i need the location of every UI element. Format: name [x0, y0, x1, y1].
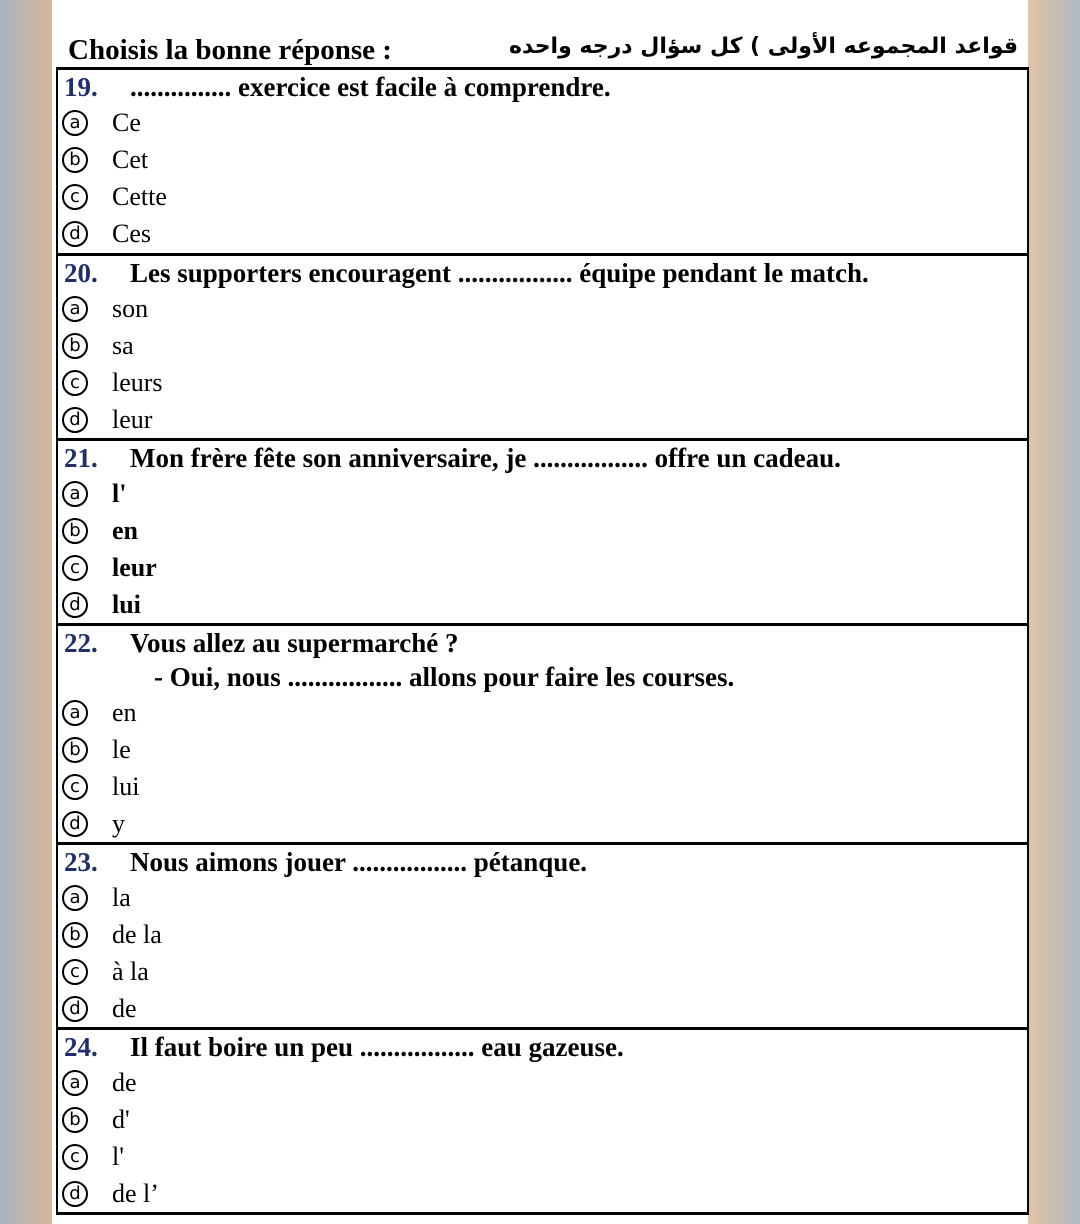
option-text: Cet	[112, 144, 149, 174]
option-d[interactable]	[58, 401, 1027, 438]
option-text: en	[112, 515, 138, 545]
question-number: 21.	[64, 443, 98, 473]
circled-letter-a: a	[62, 481, 88, 507]
option-d[interactable]	[58, 805, 1027, 842]
circled-letter-c: c	[62, 774, 88, 800]
circled-letter-a: a	[62, 110, 88, 136]
option-b[interactable]	[58, 141, 1027, 178]
circled-letter-a: a	[62, 700, 88, 726]
option-d[interactable]	[58, 1175, 1027, 1212]
option-text: sa	[112, 330, 134, 360]
question-text: ............... exercice est facile à comprendre.	[130, 72, 611, 102]
option-text: l'	[112, 478, 127, 508]
option-text: de la	[112, 919, 162, 949]
circled-letter-b: b	[62, 147, 88, 173]
option-a[interactable]	[58, 879, 1027, 916]
circled-letter-d: d	[62, 407, 88, 433]
worksheet-header	[64, 30, 1024, 70]
option-text: à la	[112, 956, 149, 986]
question-number: 24.	[64, 1032, 98, 1062]
circled-letter-b: b	[62, 1107, 88, 1133]
worksheet-page	[52, 0, 1028, 1224]
option-text: son	[112, 293, 149, 323]
question-23	[58, 842, 1027, 1027]
circled-letter-c: c	[62, 184, 88, 210]
option-a[interactable]	[58, 104, 1027, 141]
background-right-edge	[1028, 0, 1080, 1224]
option-text: Ce	[112, 107, 141, 137]
question-19	[58, 67, 1027, 253]
option-b[interactable]	[58, 327, 1027, 364]
option-c[interactable]	[58, 364, 1027, 401]
circled-letter-a: a	[62, 1070, 88, 1096]
question-text: Les supporters encouragent ................. équipe pendant le match.	[130, 258, 869, 288]
question-text: Il faut boire un peu ................. eau gazeuse.	[130, 1032, 624, 1062]
option-text: la	[112, 882, 131, 912]
option-text: en	[112, 697, 137, 727]
option-text: lui	[112, 771, 140, 801]
circled-letter-c: c	[62, 555, 88, 581]
option-text: leurs	[112, 367, 163, 397]
circled-letter-c: c	[62, 959, 88, 985]
circled-letter-b: b	[62, 518, 88, 544]
option-text: Cette	[112, 181, 167, 211]
option-text: y	[112, 808, 125, 838]
option-b[interactable]	[58, 731, 1027, 768]
option-a[interactable]	[58, 1064, 1027, 1101]
circled-letter-a: a	[62, 296, 88, 322]
question-21	[58, 438, 1027, 623]
circled-letter-a: a	[62, 885, 88, 911]
option-text: lui	[112, 589, 141, 619]
question-20	[58, 253, 1027, 438]
option-text: de	[112, 993, 137, 1023]
instruction-arabic: قواعد المجموعه الأولى ) كل سؤال درجه واحده	[509, 34, 1018, 59]
question-text: Nous aimons jouer ................. pétanque.	[130, 847, 588, 877]
question-subtext: - Oui, nous ................. allons pour faire les courses.	[154, 662, 735, 692]
circled-letter-c: c	[62, 1144, 88, 1170]
circled-letter-b: b	[62, 737, 88, 763]
option-b[interactable]	[58, 512, 1027, 549]
option-d[interactable]	[58, 215, 1027, 252]
question-24	[58, 1027, 1027, 1215]
option-text: Ces	[112, 218, 151, 248]
instruction-french: Choisis la bonne réponse :	[68, 34, 392, 66]
questions-table	[56, 67, 1029, 1215]
question-text: Vous allez au supermarché ?	[130, 628, 459, 658]
circled-letter-c: c	[62, 370, 88, 396]
question-number: 20.	[64, 258, 98, 288]
option-text: de l’	[112, 1178, 159, 1208]
option-text: d'	[112, 1104, 130, 1134]
question-text: Mon frère fête son anniversaire, je ................. offre un cadeau.	[130, 443, 841, 473]
option-c[interactable]	[58, 1138, 1027, 1175]
option-c[interactable]	[58, 768, 1027, 805]
circled-letter-d: d	[62, 1181, 88, 1207]
circled-letter-d: d	[62, 221, 88, 247]
circled-letter-b: b	[62, 333, 88, 359]
question-number: 23.	[64, 847, 98, 877]
question-22	[58, 623, 1027, 842]
option-text: leur	[112, 552, 157, 582]
circled-letter-d: d	[62, 811, 88, 837]
option-c[interactable]	[58, 178, 1027, 215]
option-b[interactable]	[58, 916, 1027, 953]
option-b[interactable]	[58, 1101, 1027, 1138]
option-a[interactable]	[58, 694, 1027, 731]
option-text: l'	[112, 1141, 124, 1171]
background-left-edge	[0, 0, 52, 1224]
circled-letter-d: d	[62, 996, 88, 1022]
circled-letter-b: b	[62, 922, 88, 948]
option-text: de	[112, 1067, 137, 1097]
option-a[interactable]	[58, 475, 1027, 512]
option-d[interactable]	[58, 990, 1027, 1027]
option-c[interactable]	[58, 549, 1027, 586]
option-text: le	[112, 734, 131, 764]
option-c[interactable]	[58, 953, 1027, 990]
option-d[interactable]	[58, 586, 1027, 623]
question-number: 19.	[64, 72, 98, 102]
option-a[interactable]	[58, 290, 1027, 327]
question-number: 22.	[64, 628, 98, 658]
circled-letter-d: d	[62, 592, 88, 618]
option-text: leur	[112, 404, 153, 434]
